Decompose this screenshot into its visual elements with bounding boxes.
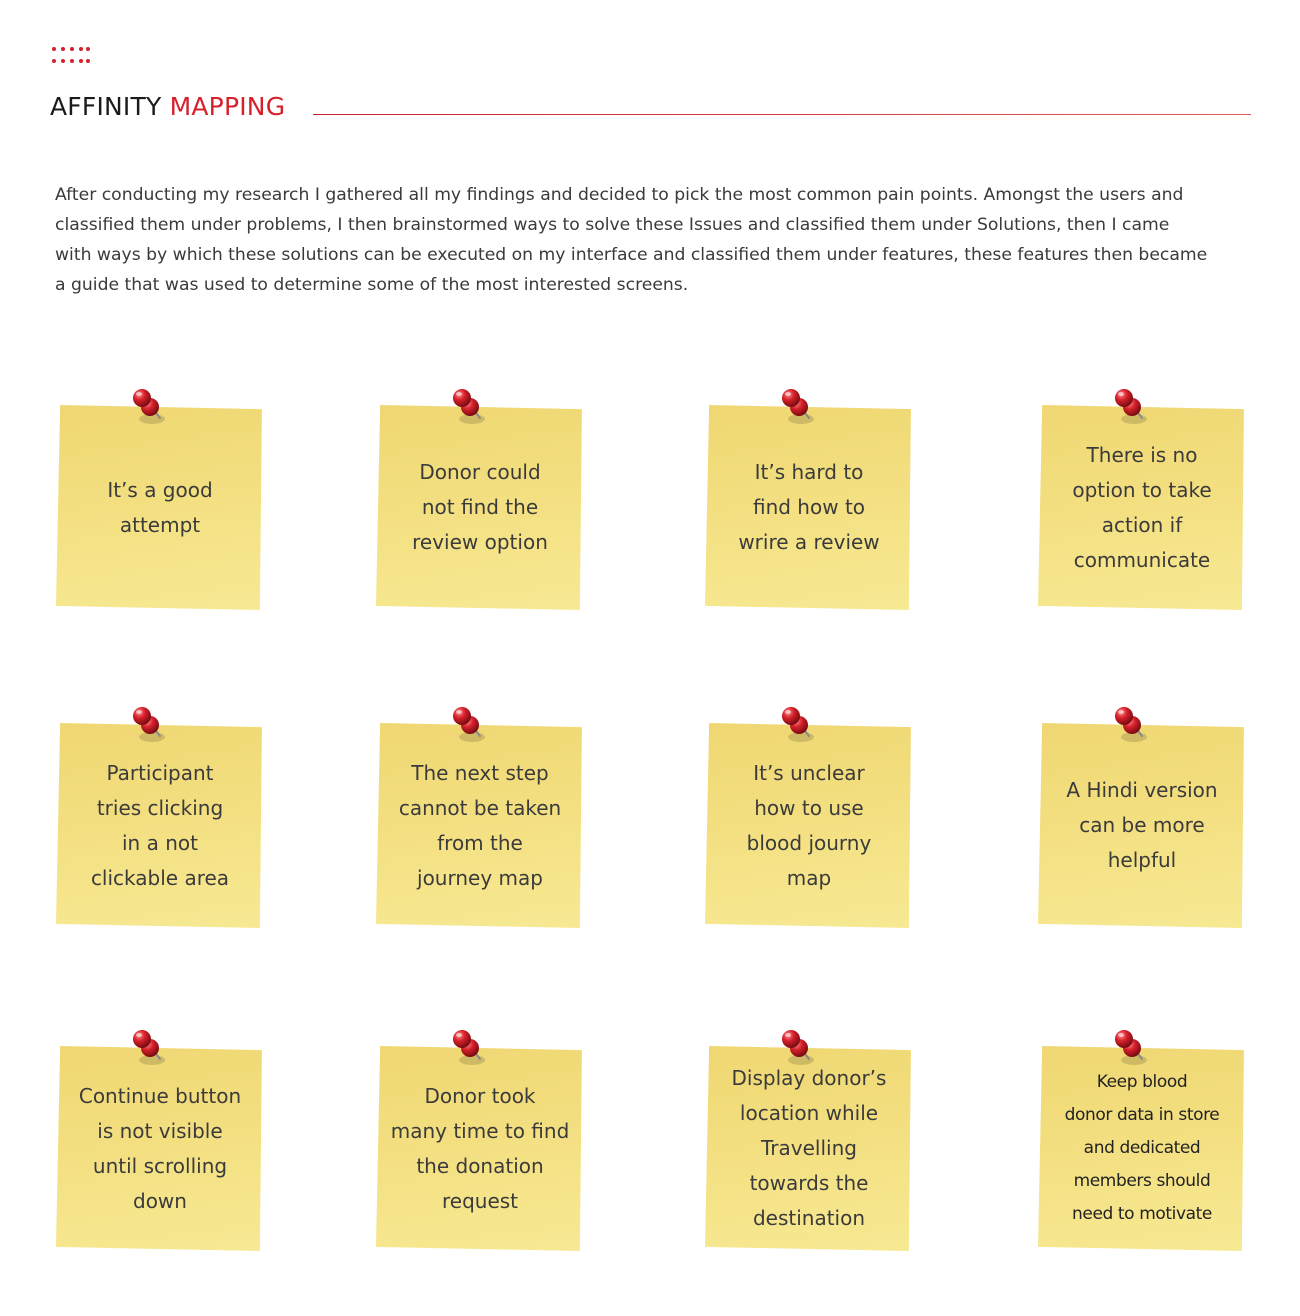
note-text — [1048, 1046, 1236, 1251]
sticky-note — [1038, 1046, 1246, 1251]
note-text — [66, 1046, 254, 1251]
sticky-note — [705, 723, 913, 928]
sticky-note — [705, 405, 913, 610]
intro-line: After conducting my research I gathered all my findings and decided to pick the most common pain points. Amongst the users and — [55, 185, 1184, 205]
note-line: Continue button — [78, 1083, 242, 1108]
note-line: option to take — [1072, 477, 1212, 502]
note-line: many time to find — [390, 1118, 570, 1143]
note-line: tries clicking — [96, 795, 224, 820]
sticky-note — [705, 1046, 913, 1251]
note-line: The next step — [411, 760, 549, 785]
title-part-1: AFFINITY — [50, 92, 162, 121]
intro-line: with ways by which these solutions can be executed on my interface and classified them under features, these features then became — [55, 245, 1208, 265]
note-line: in a not — [122, 830, 198, 855]
note-line: not find the — [421, 495, 539, 519]
intro-line: a guide that was used to determine some of the most interested screens. — [55, 275, 689, 295]
note-line: clickable area — [90, 865, 230, 890]
note-line: journey map — [417, 865, 543, 890]
title-part-2: MAPPING — [169, 92, 286, 121]
note-line: the donation — [416, 1153, 544, 1178]
note-line: It’s a good — [107, 477, 213, 502]
title-divider — [313, 114, 1251, 115]
note-line: It’s unclear — [753, 760, 865, 785]
note-line: There is no — [1086, 442, 1198, 467]
sticky-note — [56, 1046, 264, 1251]
note-line: down — [133, 1188, 187, 1213]
note-line: helpful — [1107, 848, 1177, 872]
note-line: map — [786, 865, 832, 890]
note-text — [715, 1046, 903, 1251]
note-line: is not visible — [97, 1118, 223, 1143]
sticky-note — [1038, 723, 1246, 928]
note-text — [66, 723, 254, 928]
note-text — [386, 723, 574, 928]
note-line: how to use — [754, 795, 864, 820]
note-line: cannot be taken — [398, 795, 562, 820]
intro-line: classified them under problems, I then brainstormed ways to solve these Issues and classified them under Solutions, then I came — [55, 215, 1170, 235]
note-line: blood journy — [746, 830, 872, 855]
note-line: Participant — [106, 760, 214, 785]
note-line: review option — [412, 530, 548, 554]
note-text — [1048, 405, 1236, 610]
sticky-note — [376, 723, 584, 928]
note-line: A Hindi version — [1066, 778, 1218, 802]
note-line: destination — [752, 1206, 866, 1230]
note-line: Donor took — [424, 1083, 536, 1108]
note-line: donor data in store — [1064, 1105, 1220, 1125]
page-title — [50, 92, 285, 121]
note-line: It’s hard to — [754, 460, 864, 484]
note-line: until scrolling — [92, 1153, 228, 1178]
note-line: Donor could — [419, 460, 541, 484]
note-line: need to motivate — [1072, 1204, 1212, 1224]
sticky-note — [376, 405, 584, 610]
note-line: Travelling — [761, 1136, 857, 1160]
note-line: members should — [1073, 1171, 1211, 1191]
note-text — [715, 405, 903, 610]
sticky-note — [376, 1046, 584, 1251]
sticky-note — [56, 723, 264, 928]
note-line: wrire a review — [738, 530, 880, 554]
note-line: Display donor’s — [731, 1066, 887, 1090]
note-text — [1048, 723, 1236, 928]
sticky-note — [56, 405, 264, 610]
note-line: from the — [437, 830, 523, 855]
note-text — [386, 405, 574, 610]
note-line: towards the — [749, 1171, 869, 1195]
sticky-note — [1038, 405, 1246, 610]
note-line: location while — [739, 1101, 879, 1125]
note-text — [715, 723, 903, 928]
dots-decoration-icon — [52, 47, 90, 65]
note-line: find how to — [752, 495, 866, 519]
note-line: request — [441, 1188, 519, 1213]
note-line: can be more — [1079, 813, 1205, 837]
note-line: communicate — [1073, 547, 1211, 572]
intro-paragraph — [55, 180, 1255, 300]
note-text — [66, 405, 254, 610]
note-line: Keep blood — [1096, 1072, 1188, 1092]
note-line: attempt — [119, 512, 201, 537]
note-line: and dedicated — [1083, 1138, 1201, 1158]
note-text — [386, 1046, 574, 1251]
note-line: action if — [1101, 512, 1183, 537]
